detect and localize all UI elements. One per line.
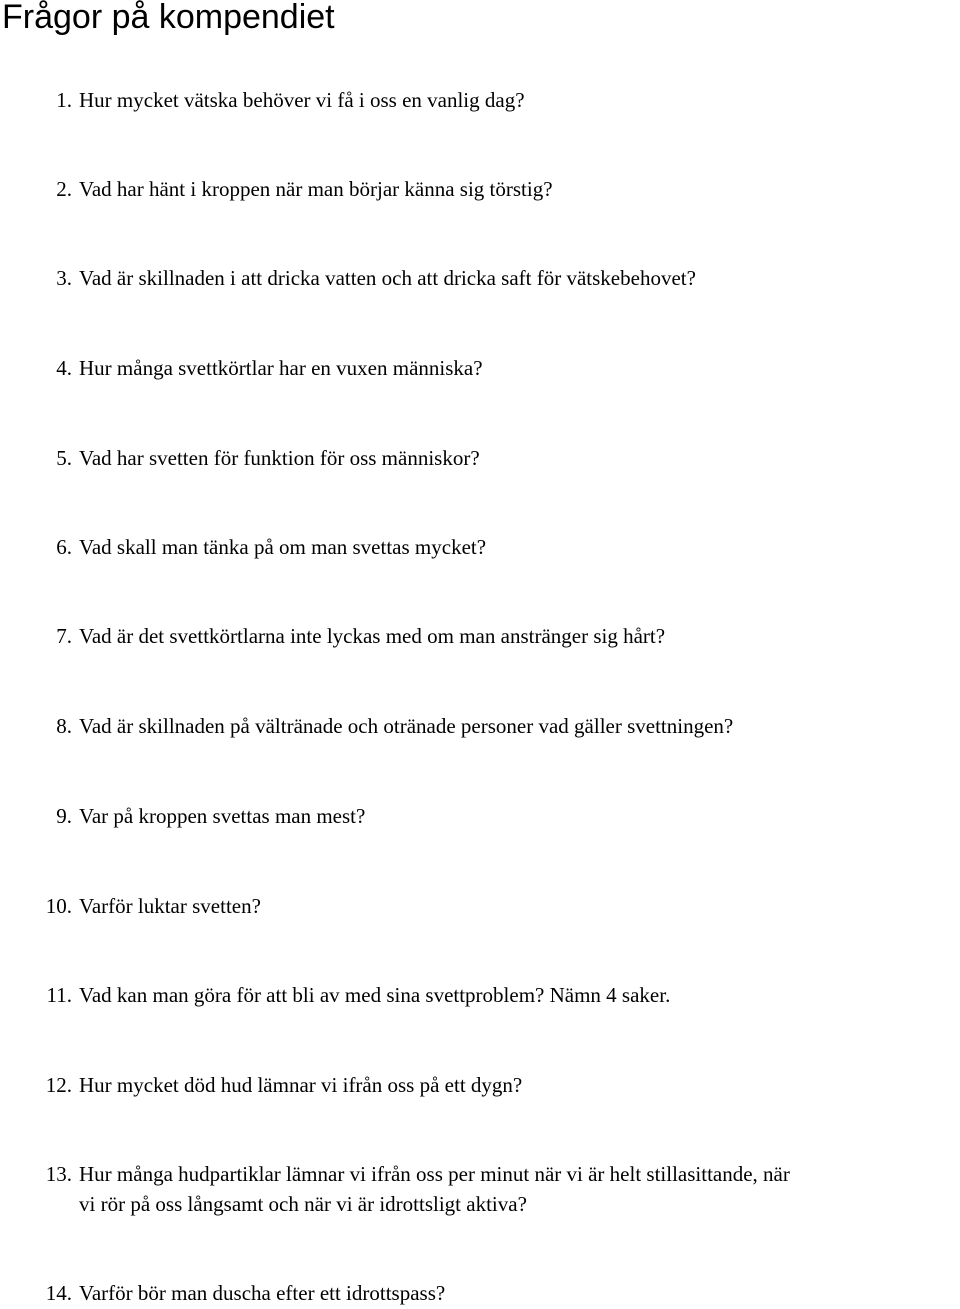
question-text: Hur många hudpartiklar lämnar vi ifrån oss per minut när vi är helt stillasittande, när <box>79 1162 790 1186</box>
question-text: Vad har svetten för funktion för oss människor? <box>79 446 480 470</box>
question-number: 9. <box>56 804 72 828</box>
question-number: 4. <box>56 356 72 380</box>
question-number: 6. <box>56 535 72 559</box>
question-text: Varför bör man duscha efter ett idrottspass? <box>79 1281 446 1305</box>
question-number: 14. <box>45 1281 72 1305</box>
question-text: Varför luktar svetten? <box>79 894 261 918</box>
question-text: Vad är skillnaden i att dricka vatten och att dricka saft för vätskebehovet? <box>79 266 696 290</box>
question-number: 12. <box>45 1073 72 1097</box>
question-number: 1. <box>56 88 72 112</box>
page-title: Frågor på kompendiet <box>2 0 335 36</box>
question-number: 2. <box>56 177 72 201</box>
question-number: 7. <box>56 624 72 648</box>
question-text: Hur många svettkörtlar har en vuxen människa? <box>79 356 483 380</box>
question-text: Hur mycket död hud lämnar vi ifrån oss på ett dygn? <box>79 1073 523 1097</box>
question-text: Vad kan man göra för att bli av med sina svettproblem? Nämn 4 saker. <box>79 983 671 1007</box>
question-number: 5. <box>56 446 72 470</box>
question-text: Vad är det svettkörtlarna inte lyckas med om man anstränger sig hårt? <box>79 624 666 648</box>
question-text: Vad är skillnaden på vältränade och otränade personer vad gäller svettningen? <box>79 714 734 738</box>
question-text: Hur mycket vätska behöver vi få i oss en vanlig dag? <box>79 88 525 112</box>
question-number: 13. <box>45 1162 72 1186</box>
question-text: Vad skall man tänka på om man svettas mycket? <box>79 535 487 559</box>
question-number: 10. <box>45 894 72 918</box>
question-number: 3. <box>56 266 72 290</box>
question-text: Var på kroppen svettas man mest? <box>79 804 366 828</box>
question-number: 11. <box>46 983 72 1007</box>
question-number: 8. <box>56 714 72 738</box>
question-text-continued: vi rör på oss långsamt och när vi är idrottsligt aktiva? <box>79 1192 527 1216</box>
question-text: Vad har hänt i kroppen när man börjar känna sig törstig? <box>79 177 553 201</box>
